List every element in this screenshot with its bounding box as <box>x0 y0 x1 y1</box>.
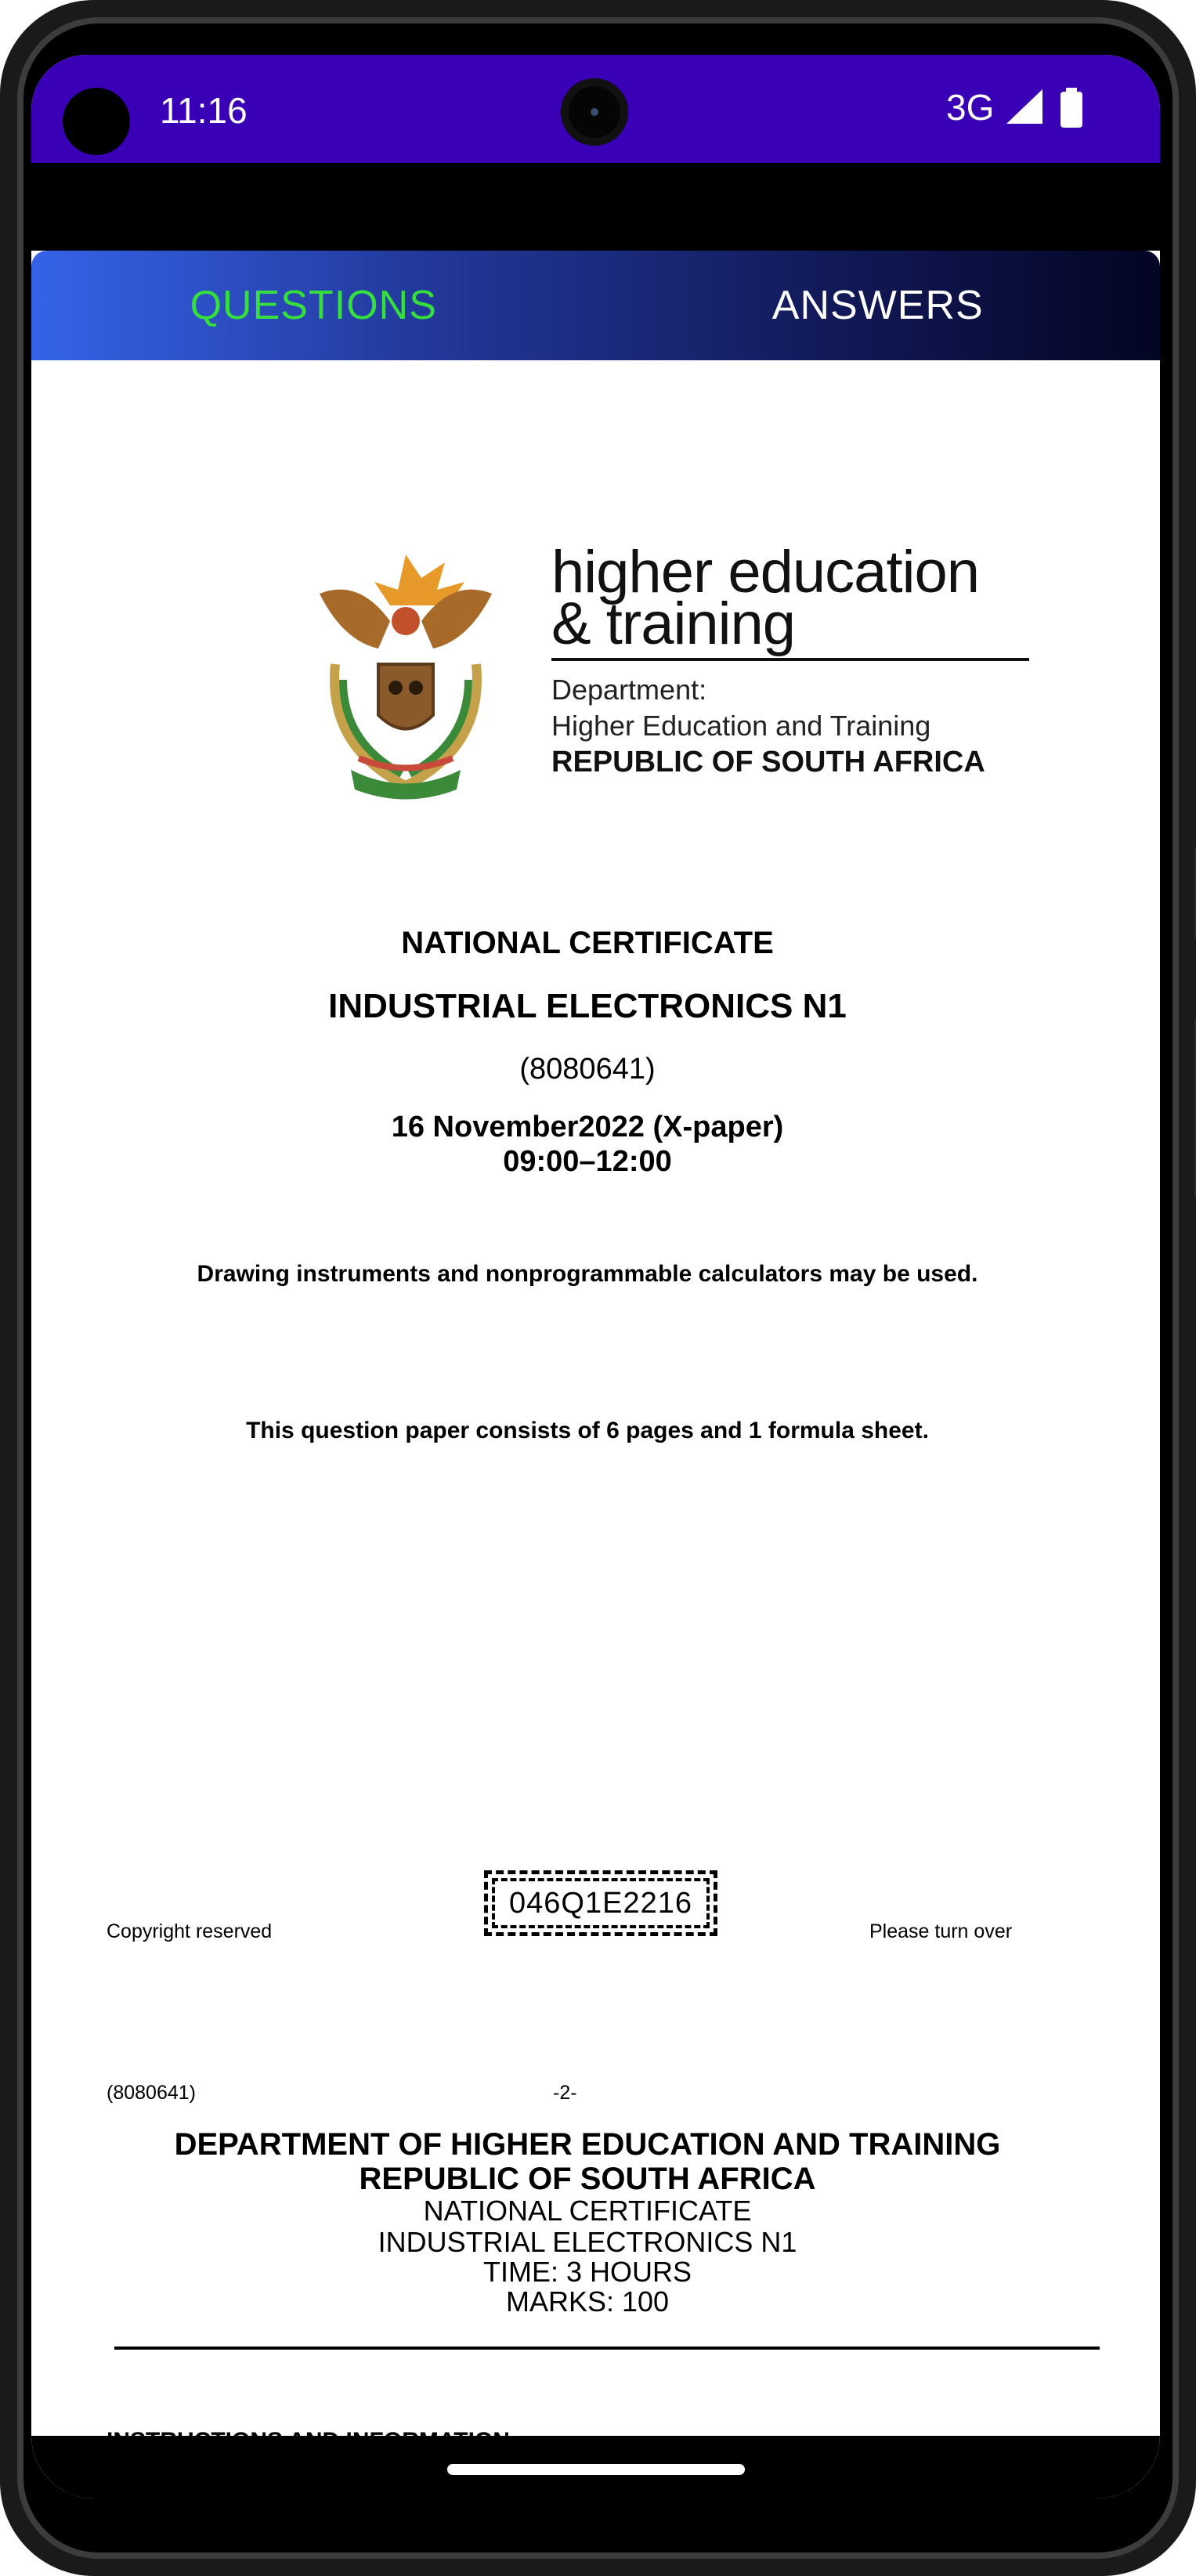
logo-line-3: Department: <box>551 674 707 706</box>
network-type: 3G <box>946 87 995 128</box>
copyright-notice: Copyright reserved <box>107 1920 273 1942</box>
signal-icon <box>1006 89 1044 124</box>
cover-time: 09:00–12:00 <box>503 1145 672 1178</box>
tab-bar <box>31 251 1160 360</box>
app-toolbar <box>31 163 1160 251</box>
turn-over-note: Please turn over <box>869 1920 1013 1942</box>
home-gesture-handle[interactable] <box>447 2464 745 2475</box>
paper-id-box <box>484 1870 717 1936</box>
logo-divider <box>551 658 1029 661</box>
page-header-code: (8080641) <box>107 2082 196 2104</box>
screen <box>31 55 1160 2498</box>
exam-marks: MARKS: 100 <box>505 2285 670 2318</box>
cover-certificate: NATIONAL CERTIFICATE <box>401 926 774 960</box>
paper-id: 046Q1E2216 <box>509 1886 692 1920</box>
status-time: 11:16 <box>160 90 248 131</box>
page2-certificate: NATIONAL CERTIFICATE <box>423 2195 752 2227</box>
coat-of-arms-logo <box>304 547 508 805</box>
document-viewer[interactable] <box>31 360 1160 2491</box>
logo-line-2: & training <box>551 591 796 657</box>
logo-line-5: REPUBLIC OF SOUTH AFRICA <box>551 746 985 779</box>
republic-heading: REPUBLIC OF SOUTH AFRICA <box>359 2162 816 2196</box>
cover-subject: INDUSTRIAL ELECTRONICS N1 <box>328 987 847 1025</box>
tab-questions[interactable]: QUESTIONS <box>190 283 437 328</box>
camera-icon <box>561 78 628 146</box>
cover-date: 16 November2022 (X-paper) <box>391 1111 784 1143</box>
pages-note: This question paper consists of 6 pages and 1 formula sheet. <box>246 1418 929 1443</box>
tab-answers[interactable]: ANSWERS <box>771 283 984 328</box>
exam-duration: TIME: 3 HOURS <box>482 2256 692 2288</box>
cover-code: (8080641) <box>519 1053 656 1086</box>
department-logo-text <box>551 539 1068 780</box>
page-number: -2- <box>553 2082 577 2104</box>
instruments-note: Drawing instruments and nonprogrammable calculators may be used. <box>197 1261 978 1287</box>
front-camera-cutout <box>63 88 130 155</box>
navigation-bar <box>31 2436 1160 2498</box>
logo-line-4: Higher Education and Training <box>551 710 931 742</box>
page2-subject: INDUSTRIAL ELECTRONICS N1 <box>378 2226 797 2258</box>
department-heading: DEPARTMENT OF HIGHER EDUCATION AND TRAINING <box>174 2127 1001 2162</box>
status-bar <box>31 55 1160 163</box>
section-divider <box>114 2347 1100 2350</box>
logo-line-1: higher education <box>551 539 979 605</box>
battery-icon <box>1059 88 1084 128</box>
